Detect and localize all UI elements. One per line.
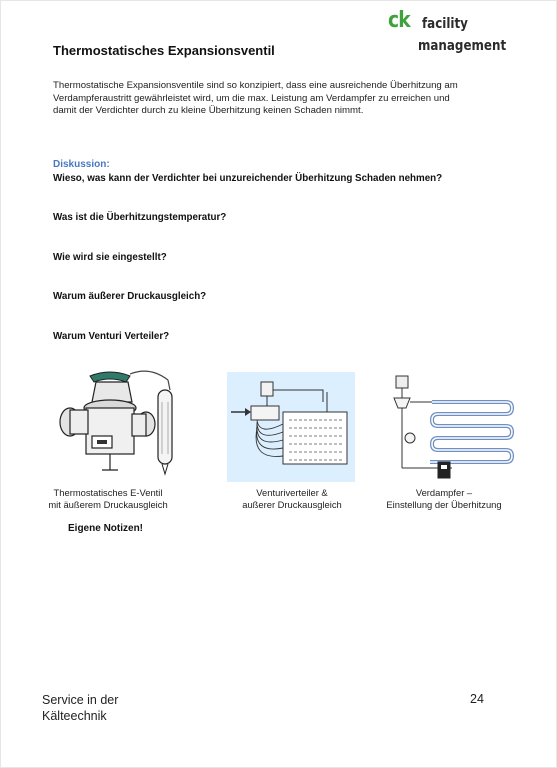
figure2-caption-line2: außerer Druckausgleich	[242, 499, 342, 510]
page-title: Thermostatisches Expansionsventil	[53, 43, 275, 58]
question-3: Wie wird sie eingestellt?	[53, 252, 167, 263]
figure3-caption-line1: Verdampfer –	[415, 487, 473, 498]
logo-line2: management	[418, 38, 507, 54]
discussion-label: Diskussion:	[53, 159, 110, 170]
logo-line1: facility	[422, 16, 468, 32]
figure2-caption-line1: Venturiverteiler &	[256, 487, 328, 498]
evaporator-figure	[382, 372, 518, 484]
logo-mark: ck	[388, 8, 410, 33]
intro-paragraph: Thermostatische Expansionsventile sind so konzipiert, dass eine ausreichende Überhitzung am Verdampferaustritt gewährleistet wird, um die max. Leistung am Verdampfer zu erreichen und damit der Verdichter durch zu kleine Überhitzung keinen Schaden nimmt.	[53, 80, 458, 117]
figure3-caption-line2: Einstellung der Überhitzung	[386, 499, 502, 510]
question-2: Was ist die Überhitzungstemperatur?	[53, 212, 227, 223]
notes-label: Eigene Notizen!	[68, 523, 144, 534]
figure1-caption-line2: mit äußerem Druckausgleich	[48, 499, 168, 510]
expansion-valve-figure	[50, 362, 190, 482]
venturi-distributor-figure	[227, 372, 355, 482]
footer-line1: Service in der	[42, 693, 119, 707]
company-logo	[388, 8, 508, 60]
figure2-caption	[212, 487, 372, 511]
page-number: 24	[470, 692, 484, 706]
question-1: Wieso, was kann der Verdichter bei unzureichender Überhitzung Schaden nehmen?	[53, 173, 443, 184]
question-5: Warum Venturi Verteiler?	[53, 331, 170, 342]
figure3-caption	[370, 487, 518, 511]
footer-line2: Kälteechnik	[42, 709, 107, 723]
figure1-caption	[34, 487, 182, 511]
footer-text	[42, 692, 118, 724]
question-4: Warum äußerer Druckausgleich?	[53, 291, 207, 302]
figure1-caption-line1: Thermostatisches E-Ventil	[53, 487, 163, 498]
